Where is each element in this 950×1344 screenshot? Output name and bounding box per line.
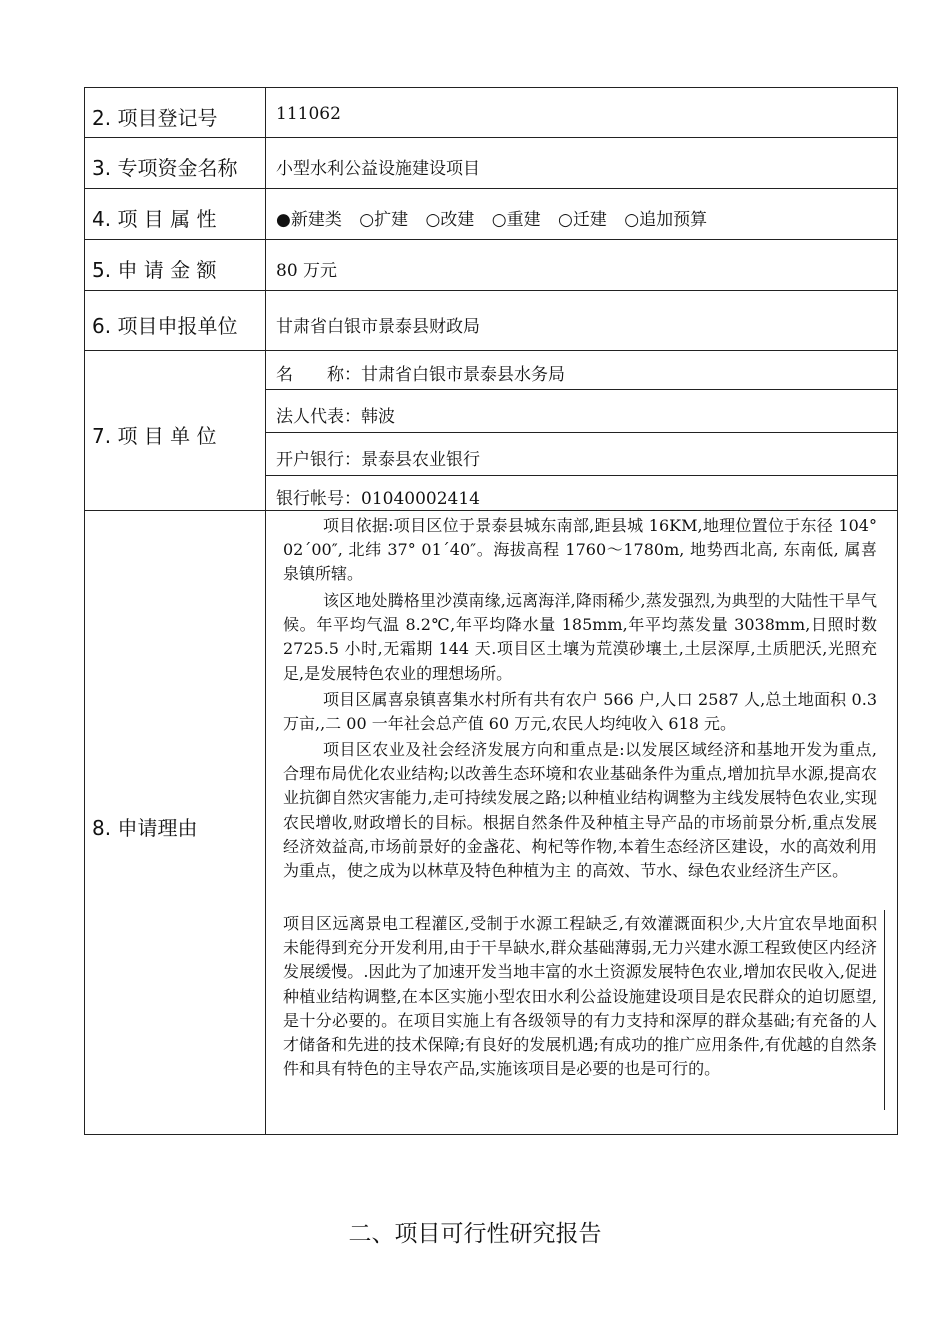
table-border-right xyxy=(897,87,898,1135)
option-additional-budget[interactable]: ○追加预算 xyxy=(624,210,708,230)
registration-no-value: 111062 xyxy=(276,104,341,124)
radio-empty-icon: ○ xyxy=(624,210,640,230)
project-unit-legal-rep: 法人代表：韩波 xyxy=(276,407,395,427)
option-expand[interactable]: ○扩建 xyxy=(359,210,409,230)
option-rebuild-modify[interactable]: ○改建 xyxy=(425,210,475,230)
textbox-edge xyxy=(884,910,885,1110)
applicant-value: 甘肃省白银市景泰县财政局 xyxy=(276,317,480,337)
table-border-bottom xyxy=(84,1134,898,1135)
reason-paragraph: 项目区农业及社会经济发展方向和重点是:以发展区域经济和基地开发为重点,合理布局优化农业结构;以改善生态环境和农业基础条件为重点,增加抗旱水源,提高农业抗御自然灾害能力,走可持续发展之路;以种植业结构调整为主线发展特色农业,实现农民增收,财政增长的目标。根据自然条件及种植主导产品的市场前景分析,重点发展经济效益高,市场前景好的金盏花、枸杞等作物,本着生态经济区建设，水的高效利用为重点，使之成为以林草及特色种植为主 的高效、节水、绿色农业经济生产区。 xyxy=(283,740,877,881)
row-divider xyxy=(84,350,898,351)
project-unit-name: 名 称：甘肃省白银市景泰县水务局 xyxy=(276,365,565,385)
subrow-divider xyxy=(265,475,898,476)
radio-filled-icon: ● xyxy=(276,210,291,230)
reason-paragraph: 项目依据:项目区位于景泰县城东南部,距县城 16KM,地理位置位于东径 104° 02´00″, 北纬 37° 01´40″。海拔高程 1760～1780m, 地势西北高, 东南低, 属喜泉镇所辖。 xyxy=(283,516,877,584)
reason-label: 8. 申请理由 xyxy=(92,816,198,840)
subrow-divider xyxy=(265,389,898,390)
row-divider xyxy=(84,137,898,138)
option-reconstruct[interactable]: ○重建 xyxy=(491,210,541,230)
reason-paragraph: 该区地处腾格里沙漠南缘,远离海洋,降雨稀少,蒸发强烈,为典型的大陆性干旱气候。年平均气温 8.2℃,年平均降水量 185mm,年平均蒸发量 3038mm,日照时数 2725.5 小时,无霜期 144 天.项目区土壤为荒漠砂壤土,土层深厚,土质肥沃,光照充足,是发展特色农业的理想场所。 xyxy=(283,591,877,683)
reason-paragraph: 项目区属喜泉镇喜集水村所有共有农户 566 户,人口 2587 人,总土地面积 0.3 万亩,,二 00 一年社会总产值 60 万元,农民人均纯收入 618 元。 xyxy=(283,690,877,734)
radio-empty-icon: ○ xyxy=(359,210,375,230)
radio-empty-icon: ○ xyxy=(491,210,507,230)
option-relocate[interactable]: ○迁建 xyxy=(558,210,607,230)
fund-name-value: 小型水利公益设施建设项目 xyxy=(276,159,480,179)
project-unit-account: 银行帐号：01040002414 xyxy=(276,489,480,509)
project-unit-bank: 开户银行：景泰县农业银行 xyxy=(276,450,480,470)
radio-empty-icon: ○ xyxy=(425,210,441,230)
row-divider xyxy=(84,510,898,511)
row-divider xyxy=(84,239,898,240)
subrow-divider xyxy=(265,432,898,433)
registration-no-label: 2. 项目登记号 xyxy=(92,106,218,130)
row-divider xyxy=(84,290,898,291)
project-unit-label: 7. 项 目 单 位 xyxy=(92,424,217,448)
amount-label: 5. 申 请 金 额 xyxy=(92,258,217,282)
amount-value: 80 万元 xyxy=(276,261,338,281)
section-heading: 二、项目可行性研究报告 xyxy=(348,1221,602,1247)
attribute-label: 4. 项 目 属 性 xyxy=(92,207,217,231)
table-column-divider xyxy=(265,87,266,1135)
radio-empty-icon: ○ xyxy=(558,210,573,230)
option-new-build[interactable]: ●新建类 xyxy=(276,210,342,230)
attribute-options xyxy=(276,205,719,230)
row-divider xyxy=(84,188,898,189)
table-border-left xyxy=(84,87,85,1135)
applicant-label: 6. 项目申报单位 xyxy=(92,314,238,338)
reason-paragraph: 项目区远离景电工程灌区,受制于水源工程缺乏,有效灌溉面积少,大片宜农旱地面积 未能得到充分开发利用,由于干旱缺水,群众基础薄弱,无力兴建水源工程致使区内经济发展缓慢。.因此为了加速开发当地丰富的水土资源发展特色农业,增加农民收入,促进种植业结构调整,在本区实施小型农田水利公益设施建设项目是农民群众的迫切愿望,是十分必要的。在项目实施上有各级领导的有力支持和深厚的群众基础;有充备的人才储备和先进的技术保障;有良好的发展机遇;有成功的推广应用条件,有优越的自然条件和具有特色的主导农产品,实施该项目是必要的也是可行的。 xyxy=(283,914,877,1079)
fund-name-label: 3. 专项资金名称 xyxy=(92,156,238,180)
table-border-top xyxy=(84,87,898,88)
